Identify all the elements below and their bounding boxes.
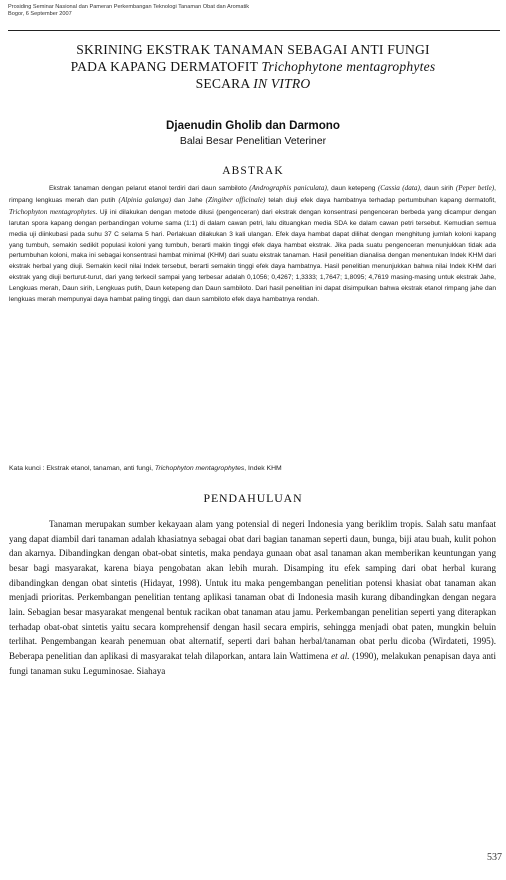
abstract-segment: , rimpang lengkuas merah dan putih <box>9 185 496 204</box>
introduction-text <box>9 517 496 678</box>
abstract-species: (Zingiber officinale) <box>205 195 266 204</box>
abstract-segment: Uji ini dilakukan dengan metode dilusi (pengenceran) dari ekstrak dengan konsentrasi pengenceran berbeda yang dicampur dengan larutan spora kapang dengan perbandingan volume sama (1:1) di dalam cawan petri, lalu dituangkan media SDA ke dalam cawan petri tersebut. Kemudian semua media uji diinkubasi pada suhu 37 C selama 5 hari. Perlakuan dilakukan 3 kali ulangan. Efek daya hambat dapat dilihat dengan menghitung jumlah koloni kapang yang tumbuh, semakin sedikit populasi koloni yang tumbuh, berarti makin tinggi efek daya hambat ekstrak. Jika pada suatu pengenceran menunjukkan tidak ada pertumbuhan koloni, maka ini sebagai konsentrasi hambat minimal (KHM) dari suatu ekstrak tanaman. Hasil penelitian dianalisa dengan menentukan Indek KHM dari ekstrak herbal yang diuji. Semakin kecil nilai Indek tersebut, berarti semakin tinggi efek daya hambatnya. Hasil penelitian menunjukkan bahwa nilai Indek KHM dari ekstrak yang diuji berturut-turut, dari yang terkecil sampai yang terbesar adalah 0,1056; 0,4267; 1,3333; 1,7647; 1,8095; 4,7619 masing-masing untuk ekstrak Jahe, Lengkuas merah, Daun sirih, Lengkuas putih, Daun ketepeng dan Daun sambiloto. Dari hasil penelitian ini dapat disimpulkan bahwa ekstrak etanol rimpang jahe dan lengkuas merah mempunyai daya hambat paling tinggi, dan daun sambiloto efek daya hambatnya rendah. <box>9 208 496 304</box>
keywords <box>9 465 496 472</box>
title-species-name: Trichophytone mentagrophytes <box>261 59 436 74</box>
introduction-segment: Tanaman merupakan sumber kekayaan alam yang potensial di negeri Indonesia yang beriklim tropis. Salah satu manfaat yang dapat diambil dari tanaman adalah khasiatnya sebagai obat dari bagian tanaman seperti daun, bunga, biji atau buah, kulit pohon dan akarnya. Dibandingkan dengan obat-obat sintetis, maka pendaya gunaan obat asal tanaman akan memberikan keuntungan yang besar bagi masyarakat, karena biaya pengobatan akan lebih murah. Disamping itu efek samping dari obat herbal kurang dibandingkan dengan obat sintetis (Hidayat, 1998). Untuk itu maka pengembangan penelitian potensi khasiat obat tanaman akan menjadi prioritas. Perkembangan penelitian tentang aplikasi tanaman obat di Indonesia masih kurang dibandingkan dengan negara lain. Sebagian besar masyarakat mengenal bentuk racikan obat tanaman atau jamu. Perkembangan penelitian seperti yang diterapkan terhadap obat-obat sintetis yaitu secara komprehensif dengan hasil secara empiris, sehingga menjadi obat paten, mungkin beluin terlihat. Pengembangan kearah penemuan obat alternatif, seperti dari bahan herbal/tanaman obat perlu dicoba (Wirdateti, 1995). Beberapa penelitian dan aplikasi di masyarakat telah dilaporkan, antara lain Wattimena <box>9 519 496 661</box>
title-line-3-text: SECARA <box>195 76 254 91</box>
abstract-segment: telah diuji efek daya hambatnya terhadap pertumbuhan kapang dermatofit, <box>265 196 497 204</box>
title-line-1: SKRINING EKSTRAK TANAMAN SEBAGAI ANTI FUNGI <box>76 42 430 57</box>
paper-title <box>12 41 494 92</box>
author-names: Djaenudin Gholib dan Darmono <box>166 119 340 132</box>
abstract-species: (Alpinia galanga) <box>118 195 172 204</box>
abstract-heading: ABSTRAK <box>222 165 284 177</box>
abstract-segment: dan Jahe <box>171 196 206 204</box>
section-heading: PENDAHULUAN <box>203 491 303 505</box>
abstract-species: (Andrographis paniculata) <box>249 184 327 192</box>
title-line-2-text: PADA KAPANG DERMATOFIT <box>70 59 262 74</box>
abstract-text <box>9 183 496 306</box>
proceedings-header <box>8 4 468 18</box>
title-line-2 <box>12 58 494 75</box>
proceedings-title: Prosiding Seminar Nasional dan Pameran Perkembangan Teknologi Tanaman Obat dan Aromatik <box>8 4 250 10</box>
proceedings-date: Bogor, 6 September 2007 <box>8 11 72 17</box>
keywords-text: Ekstrak etanol, tanaman, anti fungi, <box>46 465 155 472</box>
keywords-label: Kata kunci : <box>9 465 47 472</box>
abstract-segment: , daun sirih <box>419 185 456 192</box>
author-affiliation: Balai Besar Penelitian Veteriner <box>179 136 327 147</box>
abstract-segment: Ekstrak tanaman dengan pelarut etanol terdiri dari daun sambiloto <box>49 185 250 192</box>
header-divider <box>8 30 500 31</box>
page-number: 537 <box>487 852 502 863</box>
title-in-vitro: IN VITRO <box>253 76 311 91</box>
title-line-3 <box>12 75 494 92</box>
keywords-text: , Indek KHM <box>244 465 282 472</box>
abstract-species: (Peper betle) <box>455 184 495 192</box>
abstract-species: Trichophyton mentagrophytes. <box>9 207 98 216</box>
abstract-segment: , daun ketepeng <box>326 185 378 192</box>
abstract-species: (Cassia (data) <box>377 184 420 192</box>
introduction-segment: (1990), melakukan penapisan daya anti fungi tanaman suku Leguminosae. Siahaya <box>9 650 496 676</box>
keywords-species: Trichophyton mentagrophytes <box>154 465 245 472</box>
citation-et-al: et al. <box>331 650 350 661</box>
